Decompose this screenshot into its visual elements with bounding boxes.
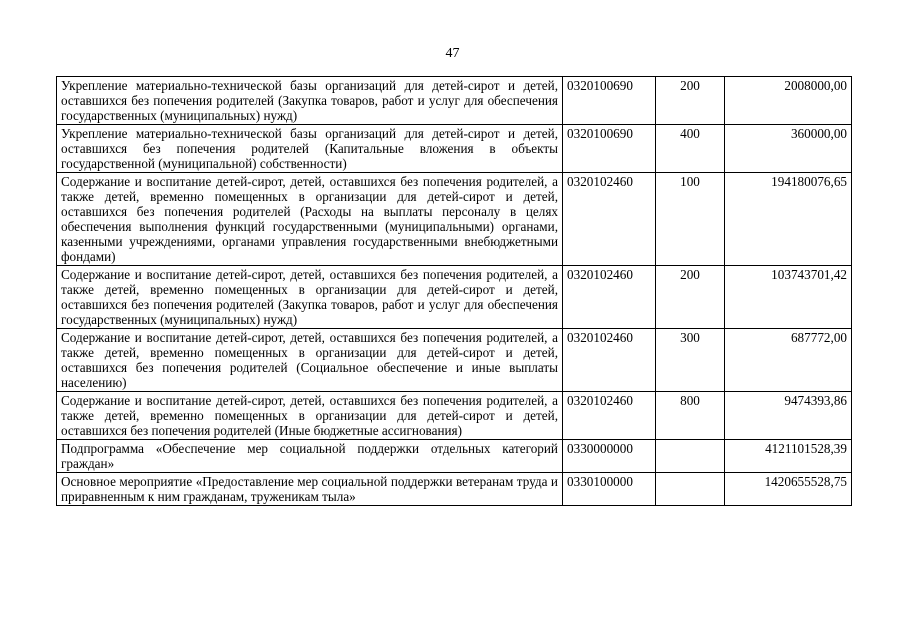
table-row — [57, 440, 852, 473]
table-row — [57, 77, 852, 125]
row-amount-cell: 687772,00 — [725, 329, 852, 392]
row-amount-cell: 194180076,65 — [725, 173, 852, 266]
row-amount-cell: 103743701,42 — [725, 266, 852, 329]
row-code-cell: 0330100000 — [563, 473, 656, 506]
row-amount-cell: 1420655528,75 — [725, 473, 852, 506]
table-row — [57, 392, 852, 440]
row-type-cell: 400 — [656, 125, 725, 173]
row-type-cell — [656, 473, 725, 506]
row-type-cell: 200 — [656, 77, 725, 125]
table-row — [57, 329, 852, 392]
page-number: 47 — [445, 46, 460, 61]
row-type-cell: 100 — [656, 173, 725, 266]
row-name-cell: Основное мероприятие «Предоставление мер социальной поддержки ветеранам труда и приравненным к ним гражданам, труженикам тыла» — [57, 473, 563, 506]
row-code-cell: 0320102460 — [563, 392, 656, 440]
row-type-cell — [656, 440, 725, 473]
row-name-cell: Содержание и воспитание детей-сирот, детей, оставшихся без попечения родителей, а также детей, временно помещенных в организации для детей-сирот и детей, оставшихся без попечения родителей (Закупка товаров, работ и услуг для обеспечения государственных (муниципальных) нужд) — [57, 266, 563, 329]
row-name-cell: Содержание и воспитание детей-сирот, детей, оставшихся без попечения родителей, а также детей, временно помещенных в организации для детей-сирот и детей, оставшихся без попечения родителей (Расходы на выплаты персоналу в целях обеспечения выполнения функций государственными (муниципальными) органами, казенными учреждениями, органами управления государственными внебюджетными фондами) — [57, 173, 563, 266]
row-name-cell: Укрепление материально-технической базы организаций для детей-сирот и детей, оставшихся без попечения родителей (Капитальные вложения в объекты государственной (муниципальной) собственности) — [57, 125, 563, 173]
row-code-cell: 0320102460 — [563, 173, 656, 266]
row-name-cell: Содержание и воспитание детей-сирот, детей, оставшихся без попечения родителей, а также детей, временно помещенных в организации для детей-сирот и детей, оставшихся без попечения родителей (Социальное обеспечение и иные выплаты населению) — [57, 329, 563, 392]
row-code-cell: 0320102460 — [563, 266, 656, 329]
row-name-cell: Укрепление материально-технической базы организаций для детей-сирот и детей, оставшихся без попечения родителей (Закупка товаров, работ и услуг для обеспечения государственных (муниципальных) нужд) — [57, 77, 563, 125]
budget-table — [56, 76, 852, 506]
row-code-cell: 0320100690 — [563, 125, 656, 173]
table-row — [57, 266, 852, 329]
row-code-cell: 0320102460 — [563, 329, 656, 392]
row-amount-cell: 4121101528,39 — [725, 440, 852, 473]
row-name-cell: Содержание и воспитание детей-сирот, детей, оставшихся без попечения родителей, а также детей, временно помещенных в организации для детей-сирот и детей, оставшихся без попечения родителей (Иные бюджетные ассигнования) — [57, 392, 563, 440]
row-code-cell: 0320100690 — [563, 77, 656, 125]
table-row — [57, 473, 852, 506]
row-name-cell: Подпрограмма «Обеспечение мер социальной поддержки отдельных категорий граждан» — [57, 440, 563, 473]
row-code-cell: 0330000000 — [563, 440, 656, 473]
row-amount-cell: 9474393,86 — [725, 392, 852, 440]
row-type-cell: 800 — [656, 392, 725, 440]
row-type-cell: 300 — [656, 329, 725, 392]
table-row — [57, 173, 852, 266]
table-row — [57, 125, 852, 173]
row-amount-cell: 2008000,00 — [725, 77, 852, 125]
row-amount-cell: 360000,00 — [725, 125, 852, 173]
row-type-cell: 200 — [656, 266, 725, 329]
